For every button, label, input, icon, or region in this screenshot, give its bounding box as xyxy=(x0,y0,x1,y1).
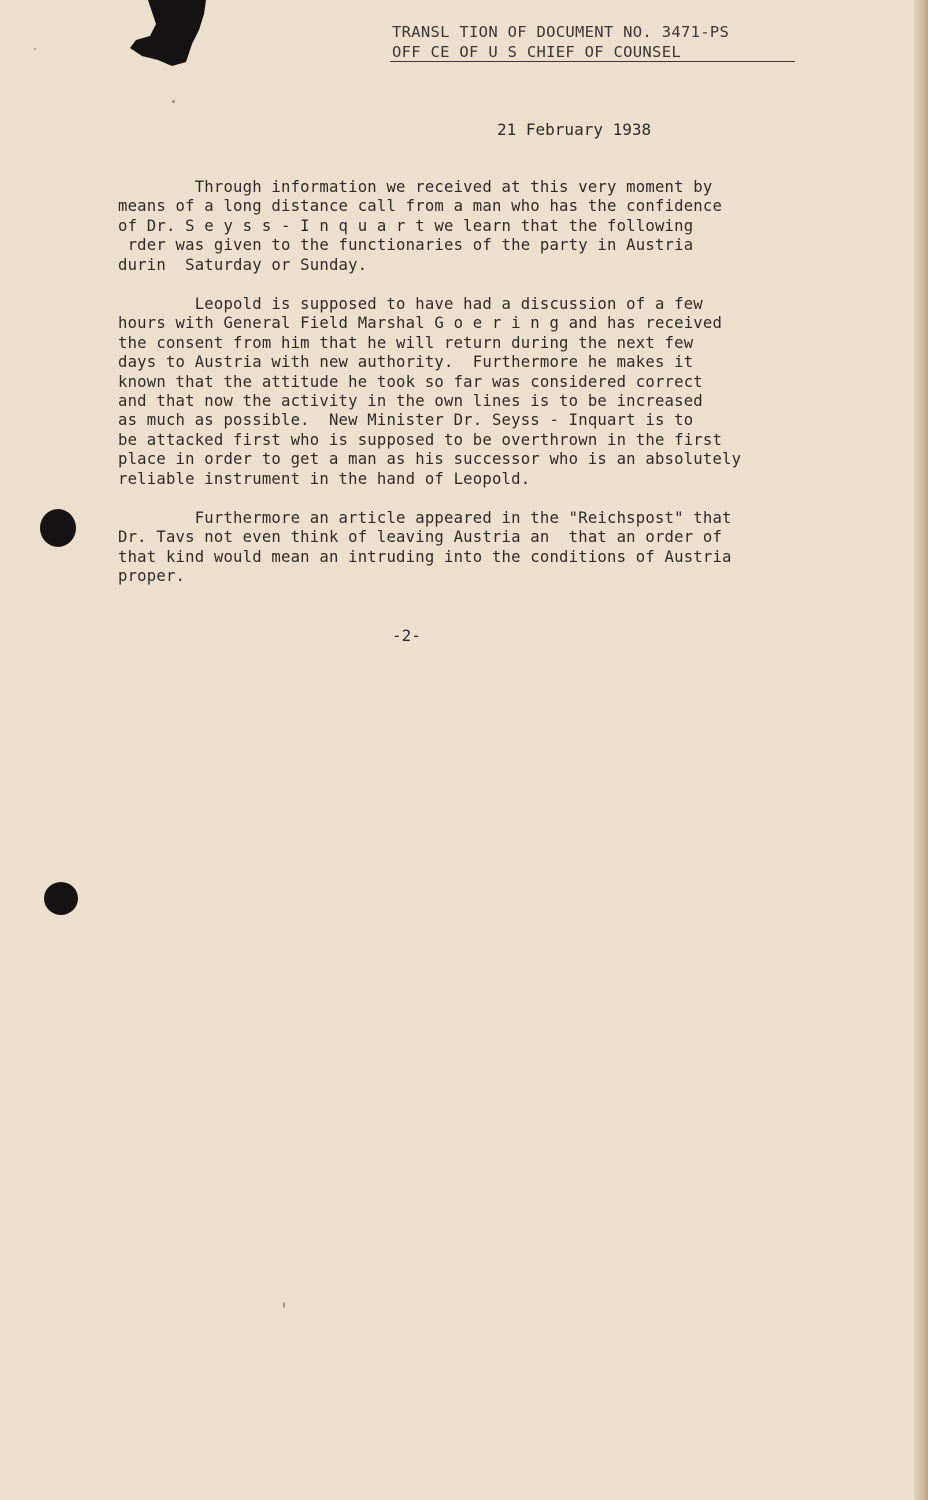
paragraph-line: as much as possible. New Minister Dr. Seyss - Inquart is to xyxy=(118,411,694,430)
paragraph-line: the consent from him that he will return during the next few xyxy=(118,333,694,352)
paper-speck xyxy=(34,48,36,50)
paragraph-line: proper. xyxy=(118,567,186,586)
ink-blot-mark xyxy=(128,0,210,68)
document-date: 21 February 1938 xyxy=(497,120,652,139)
page-number: -2- xyxy=(392,626,421,645)
paragraph-line: of Dr. S e y s s - I n q u a r t we learn that the following xyxy=(118,216,694,235)
paragraph-line: place in order to get a man as his successor who is an absolutely xyxy=(118,450,742,469)
paragraph-line: reliable instrument in the hand of Leopold. xyxy=(118,469,531,488)
paragraph-line: Through information we received at this very moment by xyxy=(118,178,713,196)
paragraph-line: hours with General Field Marshal G o e r i n g and has received xyxy=(118,314,723,333)
paragraph-1 xyxy=(118,178,722,275)
paragraph-line: Dr. Tavs not even think of leaving Austria an that an order of xyxy=(118,528,723,547)
paragraph-line: days to Austria with new authority. Furthermore he makes it xyxy=(118,353,694,372)
paper-speck xyxy=(172,100,175,103)
punch-hole xyxy=(40,509,76,547)
paragraph-line: rder was given to the functionaries of the party in Austria xyxy=(118,236,694,255)
paragraph-line: means of a long distance call from a man who has the confidence xyxy=(118,197,723,216)
paragraph-line: be attacked first who is supposed to be overthrown in the first xyxy=(118,430,723,449)
paragraph-2 xyxy=(118,295,741,489)
paragraph-line: and that now the activity in the own lines is to be increased xyxy=(118,392,703,411)
paper-edge xyxy=(914,0,928,1500)
punch-hole xyxy=(44,882,78,915)
paragraph-3 xyxy=(118,509,732,587)
header-underline xyxy=(390,61,795,62)
paper-speck xyxy=(283,1302,285,1308)
paragraph-line: known that the attitude he took so far was considered correct xyxy=(118,372,703,391)
paragraph-line: durin Saturday or Sunday. xyxy=(118,255,368,274)
paragraph-line: that kind would mean an intruding into the conditions of Austria xyxy=(118,547,732,566)
document-header xyxy=(392,22,729,62)
header-line-1: TRANSL TION OF DOCUMENT NO. 3471-PS xyxy=(392,23,730,41)
paragraph-line: Furthermore an article appeared in the "Reichspost" that xyxy=(118,509,732,527)
paragraph-line: Leopold is supposed to have had a discussion of a few xyxy=(118,295,703,313)
header-line-2: OFF CE OF U S CHIEF OF COUNSEL xyxy=(392,43,681,61)
